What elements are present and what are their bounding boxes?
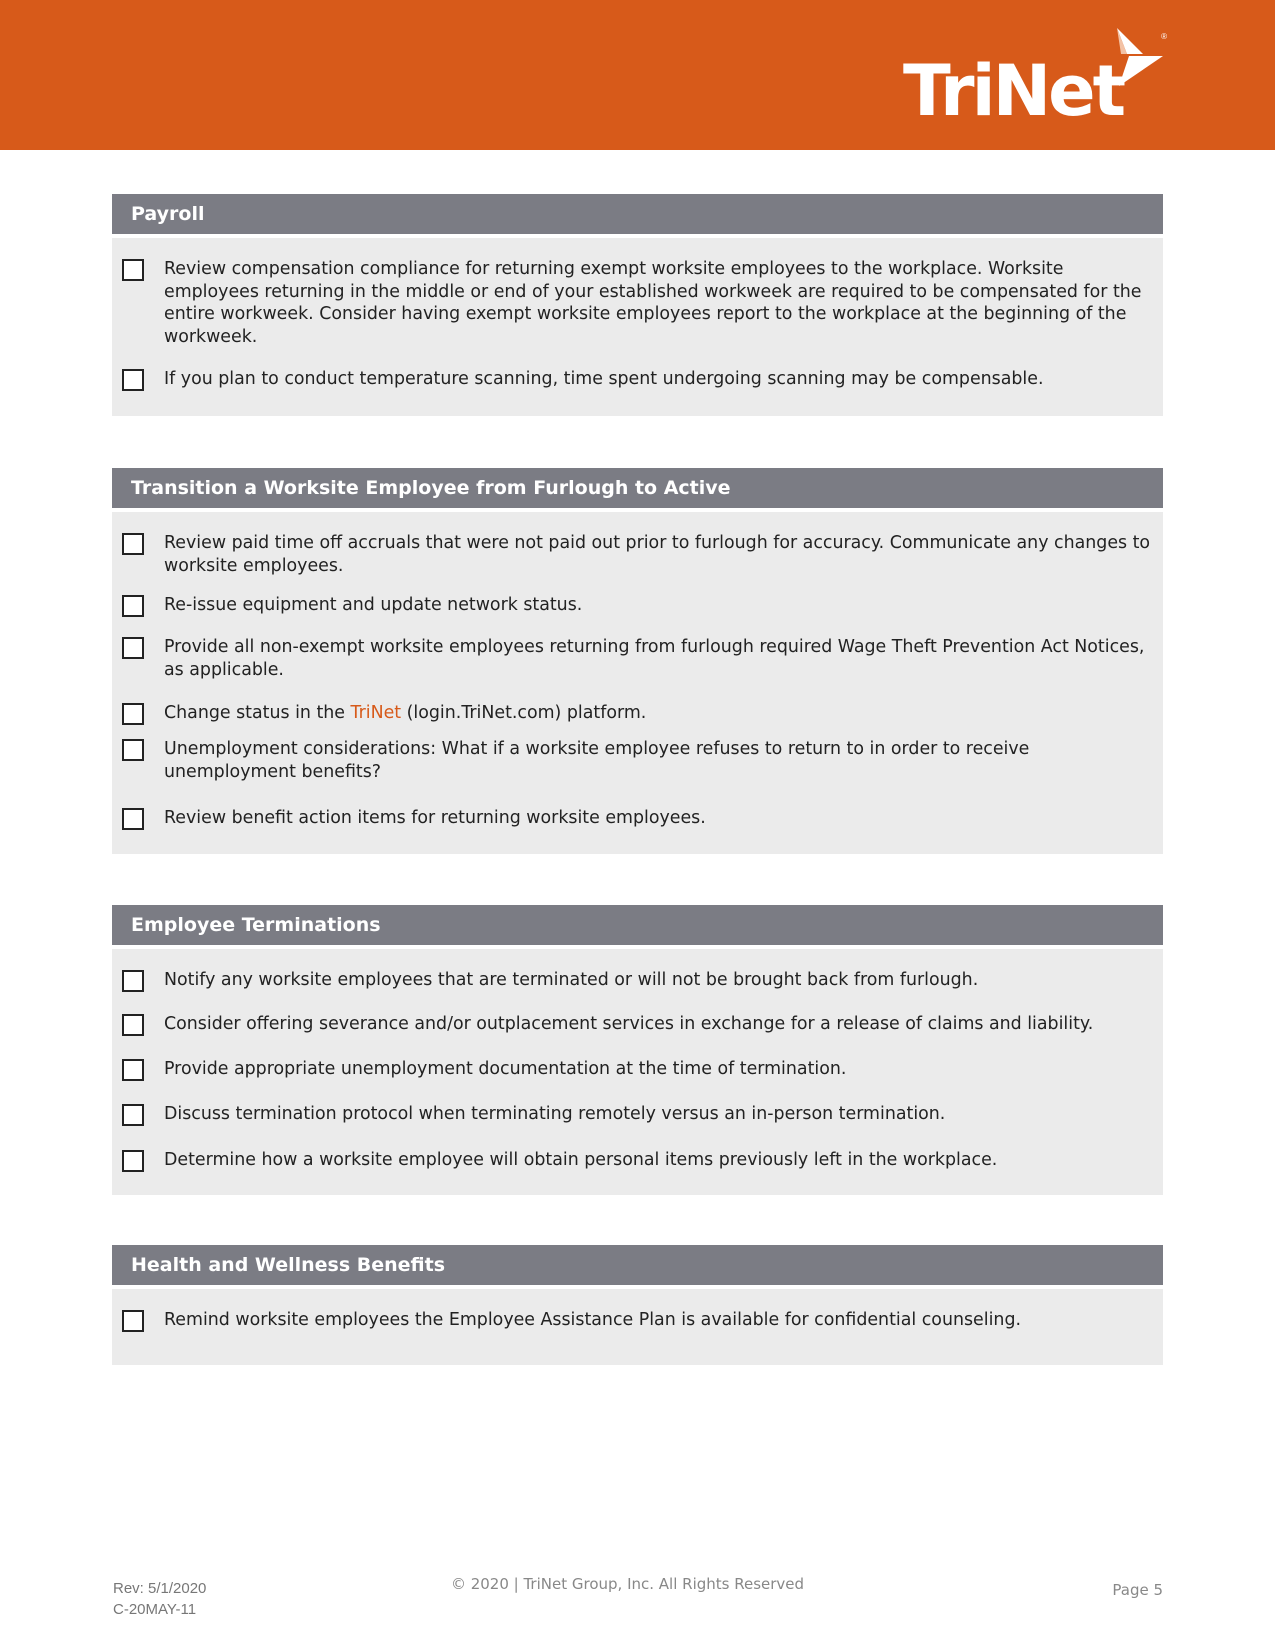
section-terminations <box>112 905 1163 1195</box>
checkbox[interactable] <box>122 808 144 830</box>
footer-copyright: © 2020 | TriNet Group, Inc. All Rights Reserved <box>450 1575 805 1593</box>
item-text: If you plan to conduct temperature scanning, time spent undergoing scanning may be compensable. <box>164 369 1044 389</box>
header-bar <box>0 0 1275 150</box>
checkbox[interactable] <box>122 703 144 725</box>
item-text: Determine how a worksite employee will obtain personal items previously left in the workplace. <box>164 1150 998 1170</box>
section-payroll <box>112 194 1163 416</box>
section-title: Health and Wellness Benefits <box>112 1245 1163 1285</box>
item-text: Review benefit action items for returning worksite employees. <box>164 808 706 828</box>
section-transition <box>112 468 1163 854</box>
checkbox[interactable] <box>122 595 144 617</box>
checkbox[interactable] <box>122 533 144 555</box>
checkbox[interactable] <box>122 369 144 391</box>
checkbox[interactable] <box>122 1104 144 1126</box>
item-text: Provide appropriate unemployment documentation at the time of termination. <box>164 1059 847 1079</box>
document-code: C-20MAY-11 <box>113 1601 197 1618</box>
arrow-logo-icon <box>1113 28 1163 90</box>
checkbox[interactable] <box>122 637 144 659</box>
item-text: Discuss termination protocol when terminating remotely versus an in-person termination. <box>164 1104 946 1124</box>
item-text: Remind worksite employees the Employee Assistance Plan is available for confidential counseling. <box>164 1310 1022 1330</box>
section-title: Transition a Worksite Employee from Furlough to Active <box>112 468 1163 508</box>
checkbox[interactable] <box>122 739 144 761</box>
item-text-after: (login.TriNet.com) platform. <box>401 703 647 723</box>
checkbox[interactable] <box>122 970 144 992</box>
registered-mark: ® <box>1161 32 1167 41</box>
revision-date: Rev: 5/1/2020 <box>113 1580 207 1597</box>
item-text: Review paid time off accruals that were not paid out prior to furlough for accuracy. Communicate any changes to worksite employees. <box>164 533 1151 576</box>
section-body <box>112 1289 1163 1365</box>
page-number: Page 5 <box>1112 1581 1163 1599</box>
item-text-before: Change status in the <box>164 703 351 723</box>
item-text <box>164 702 1154 725</box>
checkbox[interactable] <box>122 1059 144 1081</box>
item-text: Unemployment considerations: What if a worksite employee refuses to return to in order to receive unemployment benefits? <box>164 739 1030 782</box>
item-text: Notify any worksite employees that are terminated or will not be brought back from furlough. <box>164 970 979 990</box>
checkbox[interactable] <box>122 1014 144 1036</box>
section-body <box>112 238 1163 416</box>
section-health-wellness <box>112 1245 1163 1365</box>
checkbox[interactable] <box>122 1150 144 1172</box>
item-text: Provide all non-exempt worksite employees returning from furlough required Wage Theft Prevention Act Notices, as applicable. <box>164 637 1145 680</box>
section-body <box>112 949 1163 1195</box>
section-body <box>112 512 1163 854</box>
section-title: Employee Terminations <box>112 905 1163 945</box>
item-text: Review compensation compliance for returning exempt worksite employees to the workplace. Worksite employees returning in the middle or end of your established workweek are required to be compensated for the entire workweek. Consider having exempt worksite employees report to the workplace at the beginning of the workweek. <box>164 259 1142 347</box>
checkbox[interactable] <box>122 259 144 281</box>
trinet-logo <box>903 28 1167 132</box>
item-text: Re-issue equipment and update network status. <box>164 595 583 615</box>
checkbox[interactable] <box>122 1310 144 1332</box>
logo-wordmark: TriNet <box>903 50 1124 132</box>
section-title: Payroll <box>112 194 1163 234</box>
trinet-link[interactable]: TriNet <box>350 703 402 723</box>
item-text: Consider offering severance and/or outplacement services in exchange for a release of claims and liability. <box>164 1014 1094 1034</box>
